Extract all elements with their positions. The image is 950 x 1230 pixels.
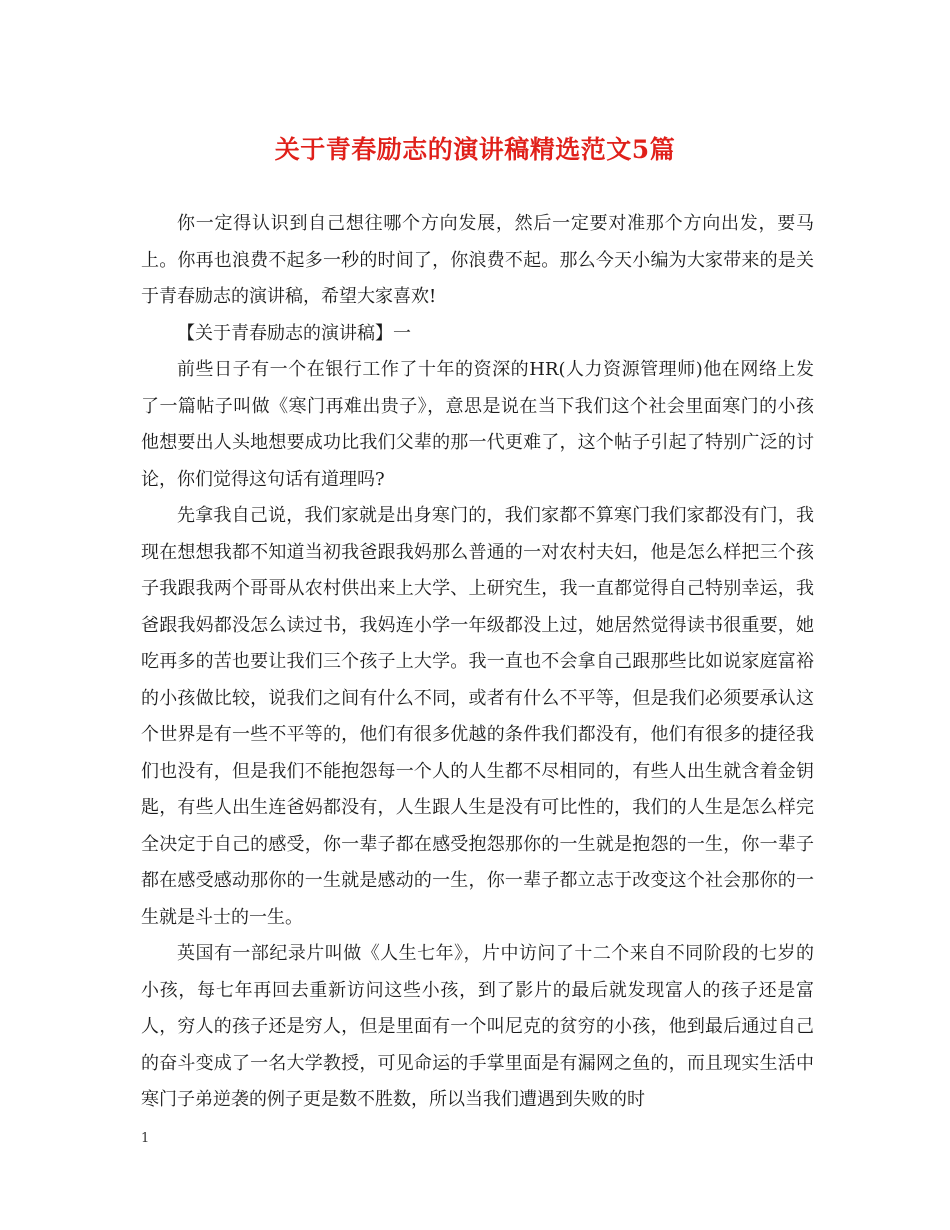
- paragraph-1: 前些日子有一个在银行工作了十年的资深的HR(人力资源管理师)他在网络上发了一篇帖子叫做《寒门再难出贵子》，意思是说在当下我们这个社会里面寒门的小孩他想要出人头地想要成功比我们父辈的那一代更难了，这个帖子引起了特别广泛的讨论，你们觉得这句话有道理吗?: [141, 359, 814, 490]
- document-body: [141, 206, 814, 1119]
- section-heading: 【关于青春励志的演讲稿】一: [177, 322, 411, 344]
- document-title: 关于青春励志的演讲稿精选范文5篇: [274, 135, 676, 164]
- paragraph-2: 先拿我自己说，我们家就是出身寒门的，我们家都不算寒门我们家都没有门，我现在想想我都不知道当初我爸跟我妈那么普通的一对农村夫妇，他是怎么样把三个孩子我跟我两个哥哥从农村供出来上大学、上研究生，我一直都觉得自己特别幸运，我爸跟我妈都没怎么读过书，我妈连小学一年级都没上过，她居然觉得读书很重要，她吃再多的苦也要让我们三个孩子上大学。我一直也不会拿自己跟那些比如说家庭富裕的小孩做比较，说我们之间有什么不同，或者有什么不平等，但是我们必须要承认这个世界是有一些不平等的，他们有很多优越的条件我们都没有，他们有很多的捷径我们也没有，但是我们不能抱怨每一个人的人生都不尽相同的，有些人出生就含着金钥匙，有些人出生连爸妈都没有，人生跟人生是没有可比性的，我们的人生是怎么样完全决定于自己的感受，你一辈子都在感受抱怨那你的一生就是抱怨的一生，你一辈子都在感受感动那你的一生就是感动的一生，你一辈子都立志于改变这个社会那你的一生就是斗士的一生。: [141, 505, 814, 928]
- paragraph-intro: 你一定得认识到自己想往哪个方向发展，然后一定要对准那个方向出发，要马上。你再也浪费不起多一秒的时间了，你浪费不起。那么今天小编为大家带来的是关于青春励志的演讲稿，希望大家喜欢!: [141, 213, 814, 307]
- page-number: 1: [141, 1131, 150, 1146]
- paragraph-3: 英国有一部纪录片叫做《人生七年》，片中访问了十二个来自不同阶段的七岁的小孩，每七年再回去重新访问这些小孩，到了影片的最后就发现富人的孩子还是富人，穷人的孩子还是穷人，但是里面有一个叫尼克的贫穷的小孩，他到最后通过自己的奋斗变成了一名大学教授，可见命运的手掌里面是有漏网之鱼的，而且现实生活中寒门子弟逆袭的例子更是数不胜数，所以当我们遭遇到失败的时: [141, 943, 814, 1110]
